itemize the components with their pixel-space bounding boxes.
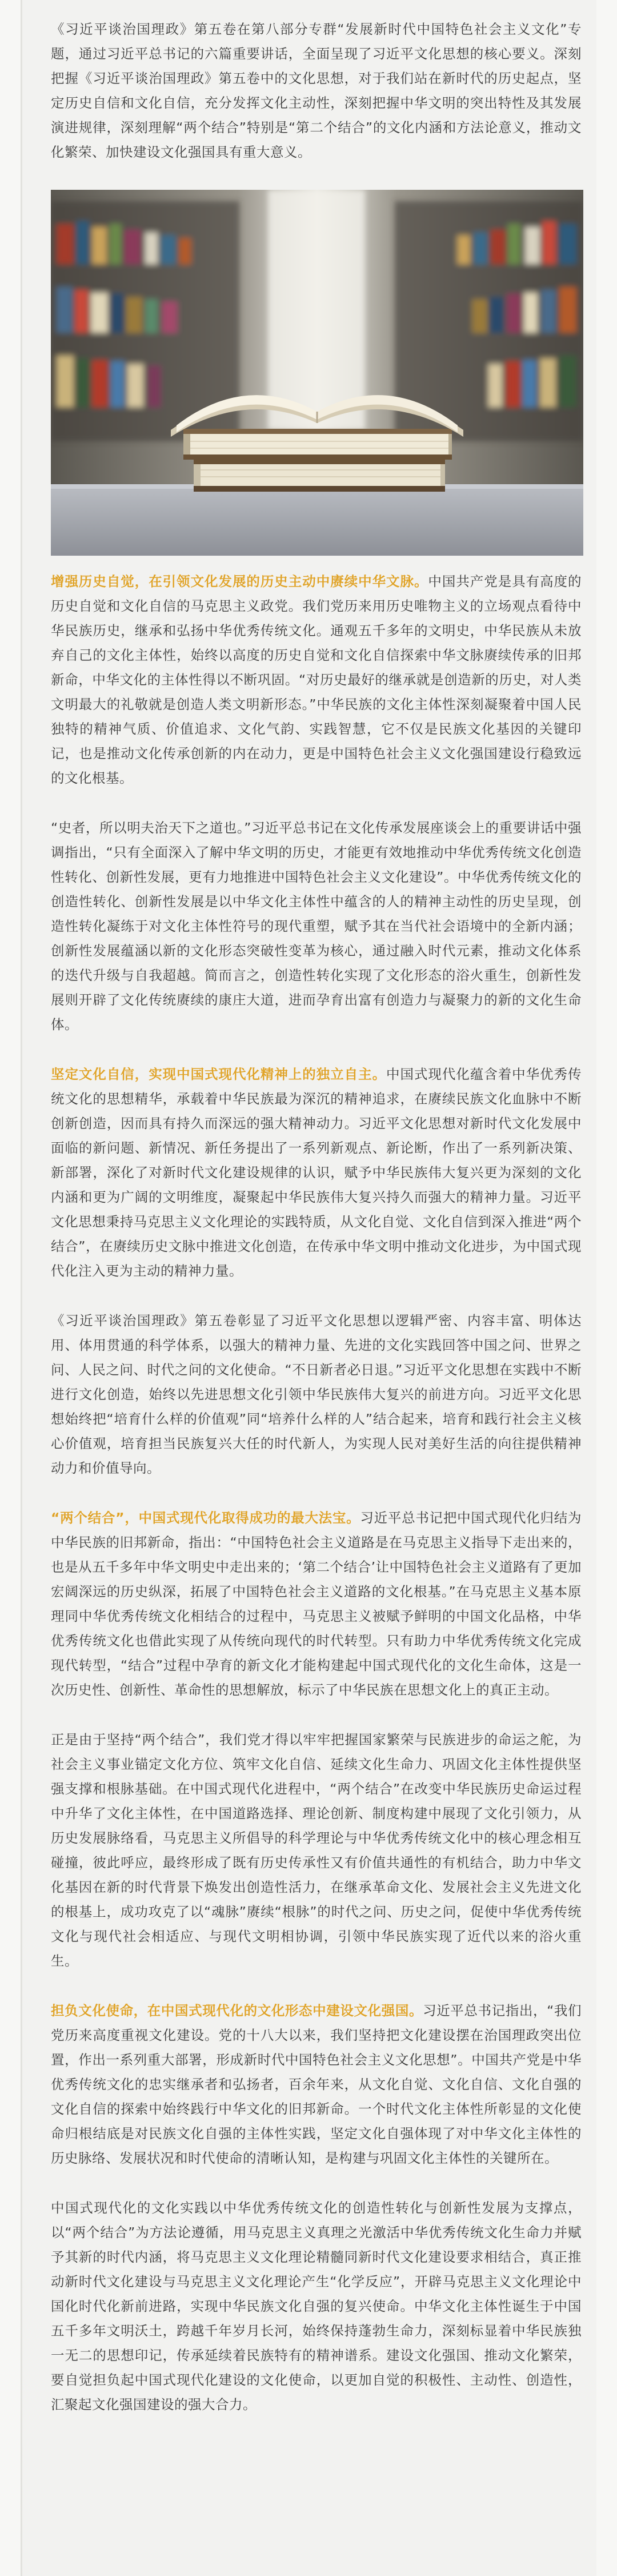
paragraph-text: 中国式现代化蕴含着中华优秀传统文化的思想精华，承载着中华民族最为深沉的精神追求，在赓续民族文化血脉中不断创新创造，因而具有持久而深远的强大精神动力。习近平文化思想对新时代文化发展中面临的新问题、新情况、新任务提出了一系列新观点、新论断，作出了一系列新决策、新部署，深化了对新时代文化建设规律的认识，赋予中华民族伟大复兴更为深刻的文化内涵和更为广阔的文明维度，凝聚起中华民族伟大复兴持久而强大的精神力量。习近平文化思想秉持马克思主义文化理论的实践特质，从文化自觉、文化自信到深入推进“两个结合”，在赓续历史文脉中推进文化创造，在传承中华文明中推动文化进步，为中国式现代化注入更为主动的精神力量。: [51, 1066, 582, 1279]
paragraph-text: 正是由于坚持“两个结合”，我们党才得以牢牢把握国家繁荣与民族进步的命运之舵，为社会主义事业锚定文化方位、筑牢文化自信、延续文化生命力、巩固文化主体性提供坚强支撑和根脉基础。在中国式现代化进程中，“两个结合”在改变中华民族历史命运过程中升华了文化主体性，在中国道路选择、理论创新、制度构建中展现了文化引领力，从历史发展脉络看，马克思主义所倡导的科学理论与中华优秀传统文化中的核心理念相互碰撞，彼此呼应，最终形成了既有历史传承性又有价值共通性的有机结合，助力中华文化基因在新的时代背景下焕发出创造性活力，在继承革命文化、发展社会主义先进文化的根基上，成功攻克了以“魂脉”赓续“根脉”的时代之问、历史之问，促使中华优秀传统文化与现代社会相适应、与现代文明相协调，引领中华民族实现了近代以来的浴火重生。: [51, 1732, 582, 1969]
paragraph-history-2: [51, 816, 582, 1037]
paragraph-text: 习近平总书记指出，“我们党历来高度重视文化建设。党的十八大以来，我们坚持把文化建设摆在治国理政突出位置，作出一系列重大部署，形成新时代中国特色社会主义文化思想”。中国共产党是中华优秀传统文化的忠实继承者和弘扬者，百余年来，从文化自觉、文化自信、文化自强的文化自信的探索中始终践行中华文化的旧邦新命。一个时代文化主体性所彰显的文化使命归根结底是对民族文化自强的主体性实践，坚定文化自强体现了对中华文化主体性的历史脉络、发展状况和时代使命的清晰认知，是构建与巩固文化主体性的关键所在。: [51, 2003, 582, 2166]
paragraph-confidence-2: [51, 1309, 582, 1481]
paragraph-highlight: 增强历史自觉，在引领文化发展的历史主动中赓续中华文脉。: [51, 573, 428, 589]
paragraph-text: “史者，所以明夫治天下之道也。”习近平总书记在文化传承发展座谈会上的重要讲话中强调指出，“只有全面深入了解中华文明的历史，才能更有效地推动中华优秀传统文化创造性转化、创新性发展，更有力地推进中国特色社会主义文化建设”。中华优秀传统文化的创造性转化、创新性发展是以中华文化主体性中蕴含的人的精神主动性的历史呈现，创造性转化凝练于对文化主体性符号的现代重塑，赋予其在当代社会语境中的全新内涵；创新性发展蕴涵以新的文化形态突破性变革为核心，通过融入时代元素，推动文化体系的迭代升级与自我超越。简而言之，创造性转化实现了文化形态的浴火重生，创新性发展则开辟了文化传统赓续的康庄大道，进而孕育出富有创造力与凝聚力的新的文化生命体。: [51, 820, 582, 1032]
paragraph-two-combinations-2: [51, 1728, 582, 1973]
paragraph-text: 《习近平谈治国理政》第五卷彰显了习近平文化思想以逻辑严密、内容丰富、明体达用、体用贯通的科学体系，以强大的精神力量、先进的文化实践回答中国之问、世界之问、人民之问、时代之问的文化使命。“不日新者必日退。”习近平文化思想在实践中不断进行文化创造，始终以先进思想文化引领中华民族伟大复兴的前进方向。习近平文化思想始终把“培育什么样的价值观”同“培养什么样的人”结合起来，培育和践行社会主义核心价值观，培育担当民族复兴大任的时代新人，为实现人民对美好生活的向往提供精神动力和价值导向。: [51, 1313, 582, 1476]
paragraph-highlight: “两个结合”，中国式现代化取得成功的最大法宝。: [51, 1510, 360, 1526]
paragraph-mission: [51, 1999, 582, 2171]
paragraph-highlight: 坚定文化自信，实现中国式现代化精神上的独立自主。: [51, 1066, 387, 1082]
paragraph-highlight: 担负文化使命，在中国式现代化的文化形态中建设文化强国。: [51, 2003, 423, 2019]
paragraph-text: 习近平总书记把中国式现代化归结为中华民族的旧邦新命，指出：“中国特色社会主义道路是在马克思主义指导下走出来的，也是从五千多年中华文明史中走出来的；‘第二个结合’让中国特色社会主义道路有了更加宏阔深远的历史纵深，拓展了中国特色社会主义道路的文化根基。”在马克思主义基本原理同中华优秀传统文化相结合的过程中，马克思主义被赋予鲜明的中国文化品格，中华优秀传统文化也借此实现了从传统向现代的时代转型。只有助力中华优秀传统文化完成现代转型，“结合”过程中孕育的新文化才能构建起中国式现代化的文化生命体，这是一次历史性、创新性、革命性的思想解放，标示了中华民族在思想文化上的真正主动。: [51, 1510, 582, 1698]
paragraph-text: 中国共产党是具有高度的历史自觉和文化自信的马克思主义政党。我们党历来用历史唯物主义的立场观点看待中华民族历史，继承和弘扬中华优秀传统文化。通观五千多年的文明史，中华民族从未放弃自己的文化主体性，始终以高度的历史自觉和文化自信探索中华文脉赓续传承的旧邦新命，中华文化的主体性得以不断巩固。“对历史最好的继承就是创造新的历史，对人类文明最大的礼敬就是创造人类文明新形态。”中华民族的文化主体性深刻凝聚着中国人民独特的精神气质、价值追求、文化气韵、实践智慧，它不仅是民族文化基因的关键印记，也是推动文化传承创新的内在动力，更是中国特色社会主义文化强国建设行稳致远的文化根基。: [51, 573, 582, 786]
paragraph-two-combinations: [51, 1506, 582, 1702]
paragraph-confidence: [51, 1062, 582, 1283]
paragraph-intro: [51, 17, 582, 165]
paragraph-text: 中国式现代化的文化实践以中华优秀传统文化的创造性转化与创新性发展为支撑点，以“两个结合”为方法论遵循，用马克思主义真理之光激活中华优秀传统文化生命力并赋予其新的时代内涵，将马克思主义文化理论精髓同新时代文化建设要求相结合，真正推动新时代文化建设与马克思主义文化理论产生“化学反应”，开辟马克思主义文化理论中国化时代化新前进路，实现中华民族文化自强的复兴使命。中华文化主体性诞生于中国五千多年文明沃土，跨越千年岁月长河，始终保持蓬勃生命力，深刻标显着中华民族独一无二的思想印记，传承延续着民族特有的精神谱系。建设文化强国、推动文化繁荣，要自觉担负起中国式现代化建设的文化使命，以更加自觉的积极性、主动性、创造性，汇聚起文化强国建设的强大合力。: [51, 2200, 582, 2412]
paragraph-history: [51, 569, 582, 791]
paragraph-mission-2: [51, 2196, 582, 2417]
library-books-photo: [51, 190, 583, 556]
paragraph-text: 《习近平谈治国理政》第五卷在第八部分专群“发展新时代中国特色社会主义文化”专题，通过习近平总书记的六篇重要讲话，全面呈现了习近平文化思想的核心要义。深刻把握《习近平谈治国理政》第五卷中的文化思想，对于我们站在新时代的历史起点，坚定历史自信和文化自信，充分发挥文化主动性，深刻把握中华文明的突出特性及其发展演进规律，深刻理解“两个结合”特别是“第二个结合”的文化内涵和方法论意义，推动文化繁荣、加快建设文化强国具有重大意义。: [51, 21, 582, 160]
article-body: [21, 0, 596, 2576]
